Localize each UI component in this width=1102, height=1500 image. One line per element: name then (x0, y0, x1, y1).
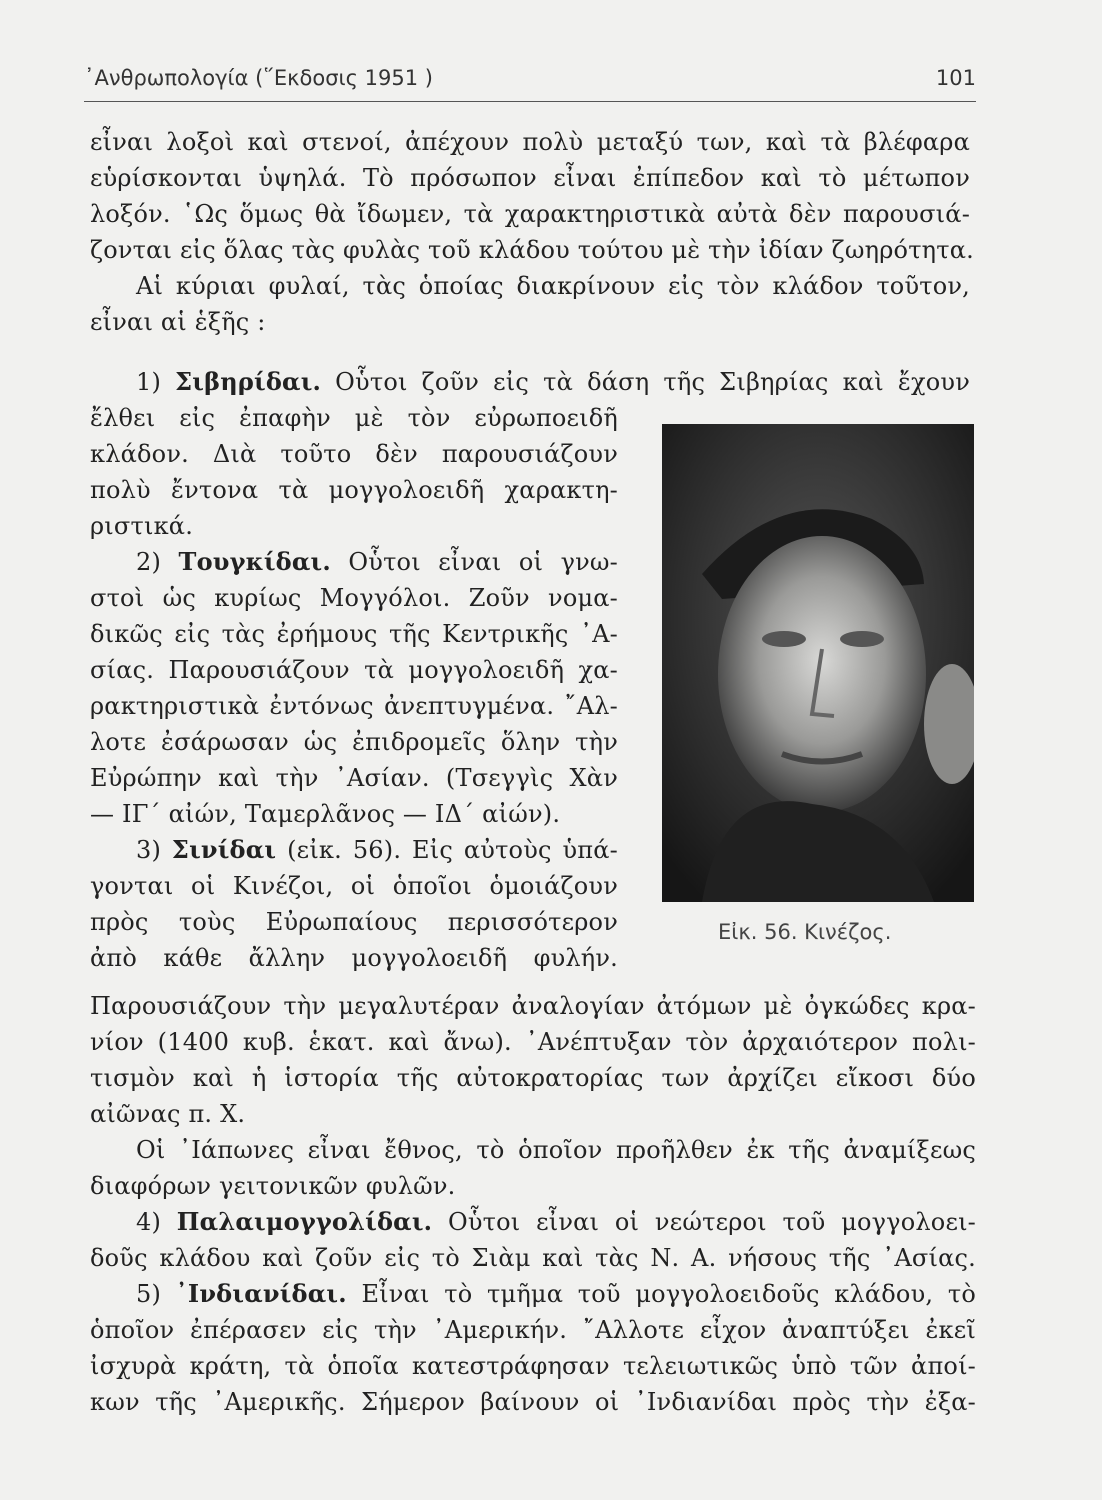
text-line: λοτε ἐσάρωσαν ὡς ἐπιδρομεῖς ὅλην τὴν (90, 728, 618, 756)
item-name: Παλαιμογγολίδαι. (176, 1207, 433, 1236)
item-text: Εἶναι τὸ τμῆμα τοῦ μογγολοειδοῦς κλάδου, τὸ (346, 1280, 976, 1308)
text-line: γονται οἱ Κινέζοι, οἱ ὁποῖοι ὁμοιάζουν (90, 872, 618, 900)
text-line: δοῦς κλάδου καὶ ζοῦν εἰς τὸ Σιὰμ καὶ τὰς Ν. Α. νήσους τῆς ᾿Ασίας. (90, 1244, 976, 1272)
text-line: κων τῆς ᾿Αμερικῆς. Σήμερον βαίνουν οἱ ᾿Ινδιανίδαι πρὸς τὴν ἐξα- (90, 1388, 976, 1416)
item-name: Σιβηρίδαι. (175, 367, 322, 396)
text-line (90, 364, 970, 400)
text-line: πολὺ ἔντονα τὰ μογγολοειδῆ χαρακτη- (90, 476, 618, 504)
figure-caption: Εἰκ. 56. Κινέζος. (718, 920, 892, 944)
item-palaemongolids (90, 1204, 976, 1240)
text-line: Οἱ ᾿Ιάπωνες εἶναι ἔθνος, τὸ ὁποῖον προῆλθεν ἐκ τῆς ἀναμίξεως (136, 1136, 976, 1164)
text-line: εἶναι αἱ ἑξῆς : (90, 308, 266, 336)
portrait-photo (662, 424, 974, 902)
intro-paragraph (90, 124, 974, 340)
text-line: εὑρίσκονται ὑψηλά. Τὸ πρόσωπον εἶναι ἐπίπεδον καὶ τὸ μέτωπον (90, 164, 970, 192)
text-line: τισμὸν καὶ ἡ ἱστορία τῆς αὐτοκρατορίας των ἀρχίζει εἴκοσι δύο (90, 1064, 976, 1092)
text-line: ρακτηριστικὰ ἐντόνως ἀνεπτυγμένα. ῎Αλ- (90, 692, 618, 720)
item-sinids (90, 832, 618, 868)
text-line: στοὶ ὡς κυρίως Μογγόλοι. Ζοῦν νομα- (90, 584, 618, 612)
item-number: 5) (136, 1280, 176, 1308)
text-line: ζονται εἰς ὅλας τὰς φυλὰς τοῦ κλάδου τούτου μὲ τὴν ἰδίαν ζωηρότητα. (90, 236, 974, 264)
text-line: ἔλθει εἰς ἐπαφὴν μὲ τὸν εὐρωποειδῆ (90, 404, 618, 432)
text-line: αἰῶνας π. Χ. (90, 1100, 246, 1128)
page-number: 101 (935, 66, 976, 90)
item-text: Οὗτοι ζοῦν εἰς τὰ δάση τῆς Σιβηρίας καὶ ἔχουν (321, 368, 970, 396)
header-title: ᾿Ανθρωπολογία (῞Εκδοσις 1951 ) (84, 66, 433, 90)
item-tungids (90, 544, 618, 580)
text-line: ἰσχυρὰ κράτη, τὰ ὁποῖα κατεστράφησαν τελειωτικῶς ὑπὸ τῶν ἀποί- (90, 1352, 976, 1380)
item-text: (εἰκ. 56). Εἰς αὐτοὺς ὑπά- (276, 836, 618, 864)
item-number: 4) (136, 1208, 177, 1236)
text-line: ὁποῖον ἐπέρασεν εἰς τὴν ᾿Αμερικήν. ῎Αλλοτε εἶχον ἀναπτύξει ἐκεῖ (90, 1316, 976, 1344)
header-rule (84, 101, 976, 102)
text-line: εἶναι λοξοὶ καὶ στενοί, ἀπέχουν πολὺ μεταξύ των, καὶ τὰ βλέφαρα (90, 128, 970, 156)
text-line: Αἱ κύριαι φυλαί, τὰς ὁποίας διακρίνουν εἰς τὸν κλάδον τοῦτον, (136, 272, 970, 300)
item-siberids (90, 364, 970, 400)
text-line: — ΙΓ΄ αἰών, Ταμερλᾶνος — ΙΔ΄ αἰών). (90, 800, 561, 828)
item-text: Οὗτοι εἶναι οἱ νεώτεροι τοῦ μογγολοει- (432, 1208, 976, 1236)
lower-paragraphs (90, 988, 976, 1420)
item-text: Οὗτοι εἶναι οἱ γνω- (330, 548, 618, 576)
text-line: νίον (1400 κυβ. ἑκατ. καὶ ἄνω). ᾿Ανέπτυξαν τὸν ἀρχαιότερον πολι- (90, 1028, 976, 1056)
running-header (84, 66, 976, 100)
text-line: ἀπὸ κάθε ἄλλην μογγολοειδῆ φυλήν. (90, 944, 618, 972)
item-number: 2) (136, 548, 179, 576)
text-line: Παρουσιάζουν τὴν μεγαλυτέραν ἀναλογίαν ἀτόμων μὲ ὀγκώδες κρα- (90, 992, 976, 1020)
portrait-illustration (662, 424, 974, 902)
text-line: πρὸς τοὺς Εὐρωπαίους περισσότερον (90, 908, 618, 936)
item-name: Τουγκίδαι. (178, 547, 331, 576)
text-line: δικῶς εἰς τὰς ἐρήμους τῆς Κεντρικῆς ᾿Α- (90, 620, 618, 648)
item-indianids (90, 1276, 976, 1312)
item-name: Σινίδαι (171, 835, 277, 864)
text-line: σίας. Παρουσιάζουν τὰ μογγολοειδῆ χα- (90, 656, 618, 684)
text-line: διαφόρων γειτονικῶν φυλῶν. (90, 1172, 456, 1200)
item-name: ᾿Ινδιανίδαι. (175, 1279, 347, 1308)
text-line: Εὐρώπην καὶ τὴν ᾿Ασίαν. (Τσεγγὶς Χὰν (90, 764, 618, 792)
text-line: ριστικά. (90, 512, 194, 540)
item-number: 1) (136, 368, 176, 396)
narrow-column (90, 400, 618, 976)
text-line: λοξόν. ῾Ως ὅμως θὰ ἴδωμεν, τὰ χαρακτηριστικὰ αὐτὰ δὲν παρουσιά- (90, 200, 970, 228)
item-number: 3) (136, 836, 172, 864)
text-line: κλάδον. Διὰ τοῦτο δὲν παρουσιάζουν (90, 440, 618, 468)
